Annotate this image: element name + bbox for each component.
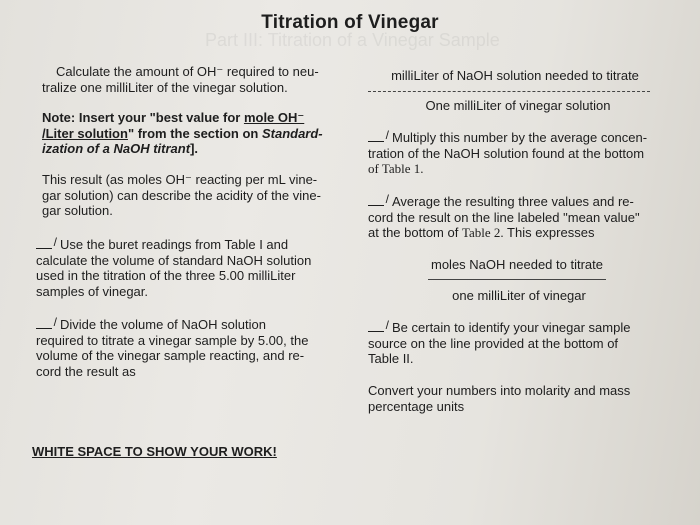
step-identify-sample bbox=[368, 320, 630, 367]
convert-paragraph bbox=[368, 383, 630, 414]
step1-line-1: Use the buret readings from Table I and bbox=[60, 237, 289, 252]
note-from-section: " from the section on bbox=[127, 125, 262, 141]
step3-line-1: Multiply this number by the average concen- bbox=[392, 130, 648, 145]
fraction1-numerator: milliLiter of NaOH solution needed to titrate bbox=[391, 68, 639, 83]
step5-line-1: Be certain to identify your vinegar sample bbox=[392, 320, 631, 335]
fraction1-bar bbox=[368, 91, 650, 92]
step5-line-3: Table II. bbox=[368, 351, 414, 366]
result-paragraph bbox=[42, 172, 321, 219]
step5-line-2: source on the line provided at the bottom of bbox=[368, 335, 619, 351]
step2-line-4: cord the result as bbox=[36, 363, 136, 379]
note-standardization: ization of a NaOH titrant bbox=[42, 141, 191, 156]
checkbox-divide[interactable] bbox=[36, 317, 52, 329]
step4-line-1: Average the resulting three values and re- bbox=[392, 194, 634, 209]
note-standard: Standard- bbox=[261, 125, 323, 141]
intro-paragraph bbox=[42, 64, 319, 95]
step2-line-3: volume of the vinegar sample reacting, and re- bbox=[36, 348, 305, 363]
result-line-1: This result (as moles OH⁻ reacting per mL vine- bbox=[42, 172, 318, 187]
step4-line-3c: This expresses bbox=[503, 225, 595, 240]
page-title: Titration of Vinegar bbox=[261, 12, 439, 33]
note-prefix: Note: Insert your "best value for bbox=[42, 110, 244, 125]
result-line-3: gar solution. bbox=[42, 203, 113, 218]
convert-line-1: Convert your numbers into molarity and mass bbox=[368, 383, 631, 398]
result-line-2: gar solution) can describe the acidity of the vine- bbox=[42, 187, 321, 203]
step2-line-1: Divide the volume of NaOH solution bbox=[60, 317, 266, 332]
step4-line-3a: at the bottom of bbox=[368, 225, 462, 240]
bleed-through-text: Part III: Titration of a Vinegar Sample bbox=[205, 30, 500, 50]
fraction2-bar bbox=[428, 279, 606, 280]
note-unit-liter: /Liter solution bbox=[42, 125, 128, 141]
step-multiply bbox=[368, 130, 647, 177]
step2-line-2: required to titrate a vinegar sample by 5.00, the bbox=[36, 332, 309, 348]
step1-line-2: calculate the volume of standard NaOH solution bbox=[36, 252, 312, 268]
fraction2-denominator: one milliLiter of vinegar bbox=[452, 288, 586, 303]
step-divide-volume bbox=[36, 317, 308, 379]
checkbox-identify[interactable] bbox=[368, 320, 384, 332]
fraction1-denominator: One milliLiter of vinegar solution bbox=[425, 98, 611, 113]
note-paragraph bbox=[42, 110, 323, 157]
note-unit-mole: mole OH⁻ bbox=[243, 110, 305, 125]
fraction2-numerator: moles NaOH needed to titrate bbox=[431, 257, 603, 272]
intro-line-2: tralize one milliLiter of the vinegar solution. bbox=[42, 79, 288, 95]
white-space-heading: WHITE SPACE TO SHOW YOUR WORK! bbox=[32, 444, 277, 459]
step4-line-2: cord the result on the line labeled "mean value" bbox=[368, 209, 640, 225]
step3-line-3: of Table 1. bbox=[368, 161, 424, 176]
convert-line-2: percentage units bbox=[368, 398, 465, 414]
checkbox-average[interactable] bbox=[368, 194, 384, 206]
checkbox-buret[interactable] bbox=[36, 237, 52, 249]
step3-line-2: tration of the NaOH solution found at the bottom bbox=[368, 145, 645, 161]
step-average bbox=[368, 194, 640, 241]
checkbox-multiply[interactable] bbox=[368, 130, 384, 142]
step-buret-readings bbox=[36, 237, 311, 299]
note-end: ]. bbox=[190, 141, 199, 156]
intro-line-1: Calculate the amount of OH⁻ required to neu- bbox=[56, 64, 319, 79]
step1-line-3: used in the titration of the three 5.00 milliLiter bbox=[36, 268, 296, 283]
step4-table-ref: Table 2. bbox=[461, 225, 504, 240]
step1-line-4: samples of vinegar. bbox=[36, 283, 149, 299]
